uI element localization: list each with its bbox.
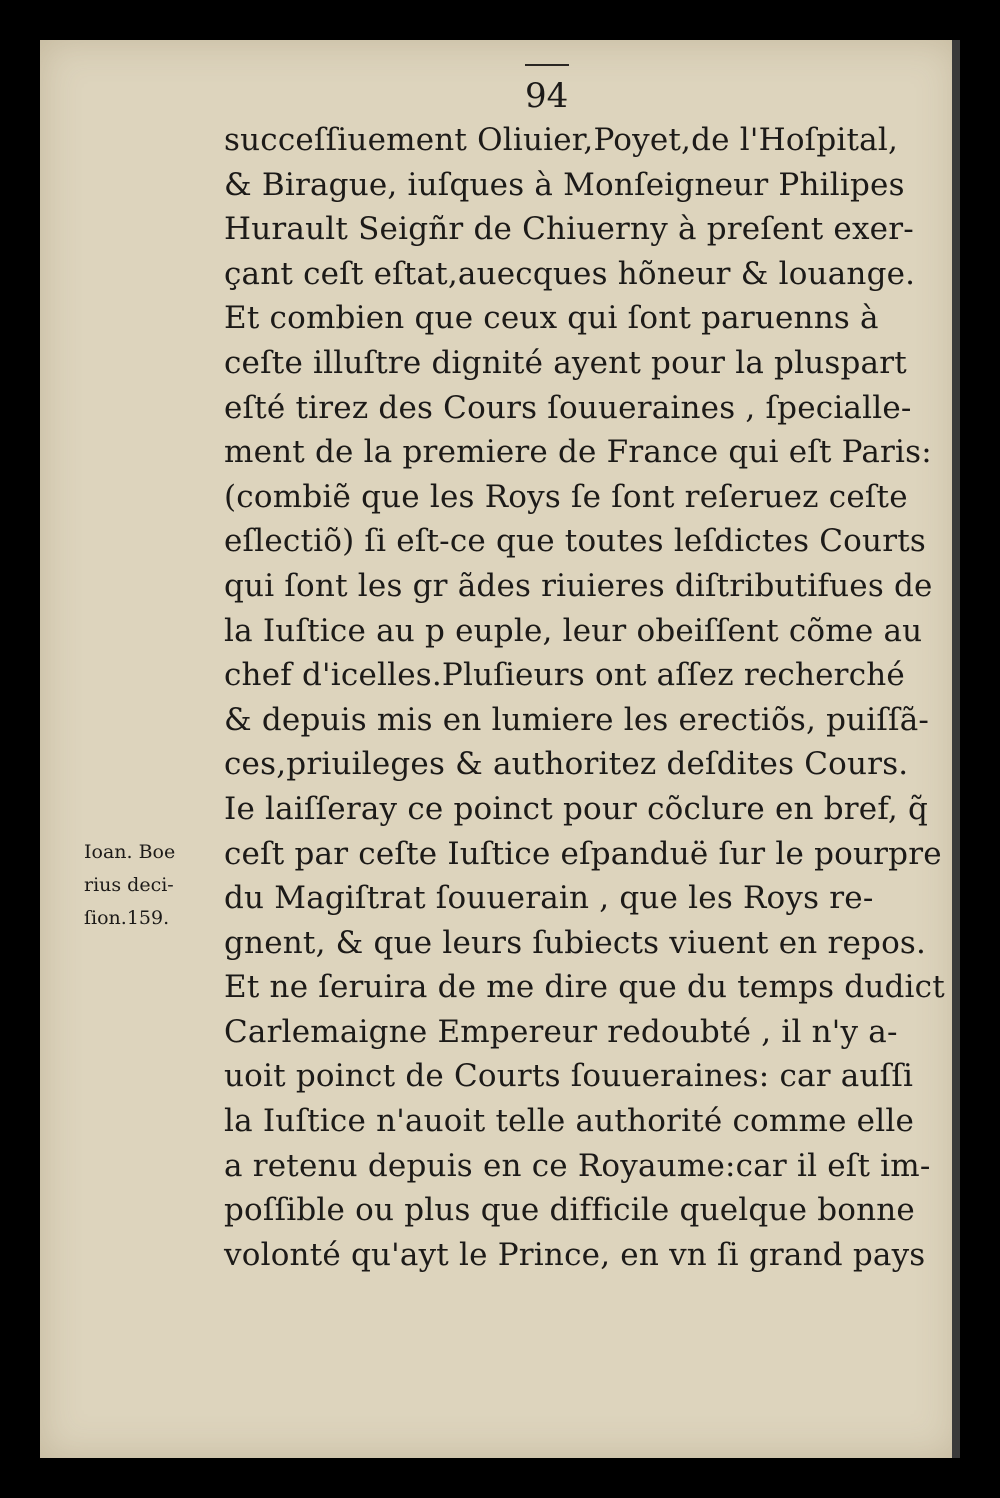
text-line: Et ne ſeruira de me dire que du temps dudict xyxy=(224,969,945,1006)
page-edge xyxy=(952,40,960,1458)
text-line: la Iuſtice n'auoit telle authorité comme elle xyxy=(224,1103,914,1140)
text-line: Ie laiſſeray ce poinct pour cõclure en bref, q̃ xyxy=(224,790,929,827)
text-line: çant ceſt eſtat,auecques hõneur & louange. xyxy=(224,255,916,292)
text-line: a retenu depuis en ce Royaume:car il eſt im- xyxy=(224,1147,931,1184)
margin-note xyxy=(84,836,224,935)
page-number: 94 xyxy=(525,76,569,116)
header-rule xyxy=(525,64,569,66)
text-line: gnent, & que leurs ſubiects viuent en repos. xyxy=(224,924,927,961)
text-line: Hurault Seigñr de Chiuerny à preſent exer- xyxy=(224,211,914,248)
margin-note-line: Ioan. Boe xyxy=(84,841,176,863)
text-line: chef d'icelles.Pluſieurs ont aſſez recherché xyxy=(224,657,905,694)
text-line: poſſible ou plus que difficile quelque bonne xyxy=(224,1192,915,1229)
text-line: Carlemaigne Empereur redoubté , il n'y a- xyxy=(224,1013,898,1050)
text-line: Et combien que ceux qui ſont paruenns à xyxy=(224,300,879,337)
text-line: uoit poinct de Courts ſouueraines: car auſſi xyxy=(224,1058,914,1095)
text-line: la Iuſtice au p euple, leur obeiſſent cõme au xyxy=(224,612,923,649)
text-line: & Birague, iuſques à Monſeigneur Philipes xyxy=(224,166,905,203)
text-line: volonté qu'ayt le Prince, en vn ſi grand pays xyxy=(224,1236,926,1273)
margin-note-line: ſion.159. xyxy=(84,907,170,929)
body-text xyxy=(224,118,944,1277)
text-line: ceſt par ceſte Iuſtice eſpanduë ſur le pourpre xyxy=(224,835,942,872)
text-line: eſlectiõ) ſi eſt-ce que toutes leſdictes Courts xyxy=(224,523,926,560)
text-line: ceſte illuſtre dignité ayent pour la pluspart xyxy=(224,344,907,381)
text-line: (combiẽ que les Roys ſe ſont reſeruez ceſte xyxy=(224,478,908,515)
text-line: ces,priuileges & authoritez deſdites Cours. xyxy=(224,746,909,783)
text-line: & depuis mis en lumiere les erectiõs, puiſſã- xyxy=(224,701,930,738)
text-line: du Magiſtrat ſouuerain , que les Roys re- xyxy=(224,880,874,917)
margin-note-line: rius deci- xyxy=(84,874,174,896)
text-line: qui ſont les gr ãdes riuieres diſtributifues de xyxy=(224,567,933,604)
text-line: eſté tirez des Cours ſouueraines , ſpecialle- xyxy=(224,389,912,426)
text-line: succeſſiuement Oliuier,Poyet,de l'Hoſpital, xyxy=(224,122,899,158)
text-line: ment de la premiere de France qui eſt Paris: xyxy=(224,434,932,471)
